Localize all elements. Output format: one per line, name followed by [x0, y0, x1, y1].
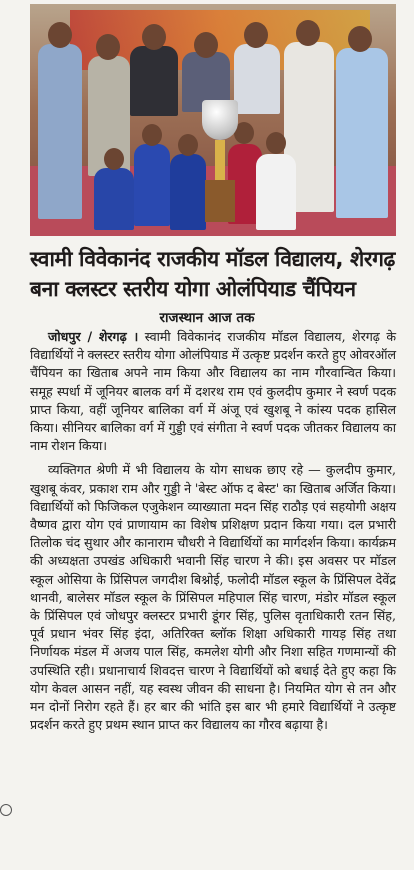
student-head	[142, 124, 162, 146]
adult-head	[194, 32, 218, 58]
trophy	[202, 100, 238, 230]
adult-figure	[336, 48, 388, 218]
adult-figure	[234, 44, 280, 114]
adult-head	[142, 24, 166, 50]
article-paragraph	[30, 328, 396, 455]
student-head	[266, 132, 286, 154]
student-figure	[134, 144, 170, 226]
headline: स्वामी विवेकानंद राजकीय मॉडल विद्यालय, शेरगढ़ बना क्लस्टर स्तरीय योगा ओलंपियाड चैंपियन	[30, 247, 395, 301]
paragraph-text: स्वामी विवेकानंद राजकीय मॉडल विद्यालय, शेरगढ़ के विद्यार्थियों ने क्लस्टर स्तरीय योगा ओलंपियाड में उत्कृष्ट प्रदर्शन करते हुए ओवरऑल चैंपियन का खिताब अपने नाम किया और विद्यालय का नाम गौरवान्वित किया। समूह स्पर्धा में जूनियर बालक वर्ग में दशरथ राम एवं कुलदीप कुमार ने स्वर्ण पदक प्राप्त किया, वहीं जूनियर बालिका वर्ग में अंजू एवं खुशबू ने कांस्य पदक हासिल किया। सीनियर बालिका वर्ग में गुड्डी एवं संगीता ने स्वर्ण पदक जीतकर विद्यालय का नाम रोशन किया।	[30, 329, 396, 454]
adult-head	[48, 22, 72, 48]
dateline-location: जोधपुर / शेरगढ़ ।	[48, 329, 139, 344]
group-photo	[30, 4, 396, 236]
adult-head	[296, 20, 320, 46]
article-paragraph: व्यक्तिगत श्रेणी में भी विद्यालय के योग साधक छाए रहे — कुलदीप कुमार, खुशबू कंवर, प्रकाश राम और गुड्डी ने 'बेस्ट ऑफ द बेस्ट' का खिताब अर्जित किया। विद्यार्थियों को फिजिकल एजुकेशन व्याख्याता मदन सिंह राठौड़ एवं सहयोगी अक्षय वैष्णव द्वारा योग एवं प्राणायाम का विशेष प्रशिक्षण प्रदान किया गया। दल प्रभारी तिलोक चंद सुथार और कानाराम चौधरी ने विद्यार्थियों का मार्गदर्शन किया। कार्यक्रम की अध्यक्षता उपखंड अधिकारी भवानी सिंह चारण ने की। इस अवसर पर मॉडल स्कूल ओसिया के प्रिंसिपल जगदीश बिश्नोई, फलोदी मॉडल स्कूल के प्रिंसिपल देवेंद्र थानवी, बालेसर मॉडल स्कूल के प्रिंसिपल महिपाल सिंह चारण, मंडोर मॉडल स्कूल के प्रिंसिपल एवं जोधपुर क्लस्टर प्रभारी डूंगर सिंह, पुलिस वृताधिकारी रतन सिंह, पूर्व प्रधान भंवर सिंह इंदा, अतिरिक्त ब्लॉक शिक्षा अधिकारी गायड़ सिंह तथा निर्णायक मंडल में अजय पाल सिंह, कमलेश योगी और निशा सहित गणमान्यों की उपस्थिति रही। प्रधानाचार्य शिवदत्त चारण ने विद्यार्थियों को बधाई देते हुए कहा कि योग केवल आसन नहीं, यह स्वस्थ जीवन की साधना है। नियमित योग से तन और मन दोनों निरोग रहते हैं। हर बार की भांति इस बार भी हमारे विद्यार्थियों ने उत्कृष्ट प्रदर्शन करते हुए प्रथम स्थान प्राप्त कर विद्यालय का गौरव बढ़ाया है।	[30, 462, 396, 733]
adult-figure	[130, 46, 178, 116]
student-figure	[256, 154, 296, 230]
article-body	[30, 328, 396, 734]
student-head	[104, 148, 124, 170]
byline: राजस्थान आज तक	[159, 310, 255, 326]
student-figure	[170, 154, 206, 230]
registration-mark	[0, 804, 12, 816]
adult-figure	[38, 44, 82, 219]
adult-head	[96, 34, 120, 60]
adult-head	[244, 22, 268, 48]
student-head	[178, 134, 198, 156]
adult-head	[348, 26, 372, 52]
student-figure	[94, 168, 134, 230]
